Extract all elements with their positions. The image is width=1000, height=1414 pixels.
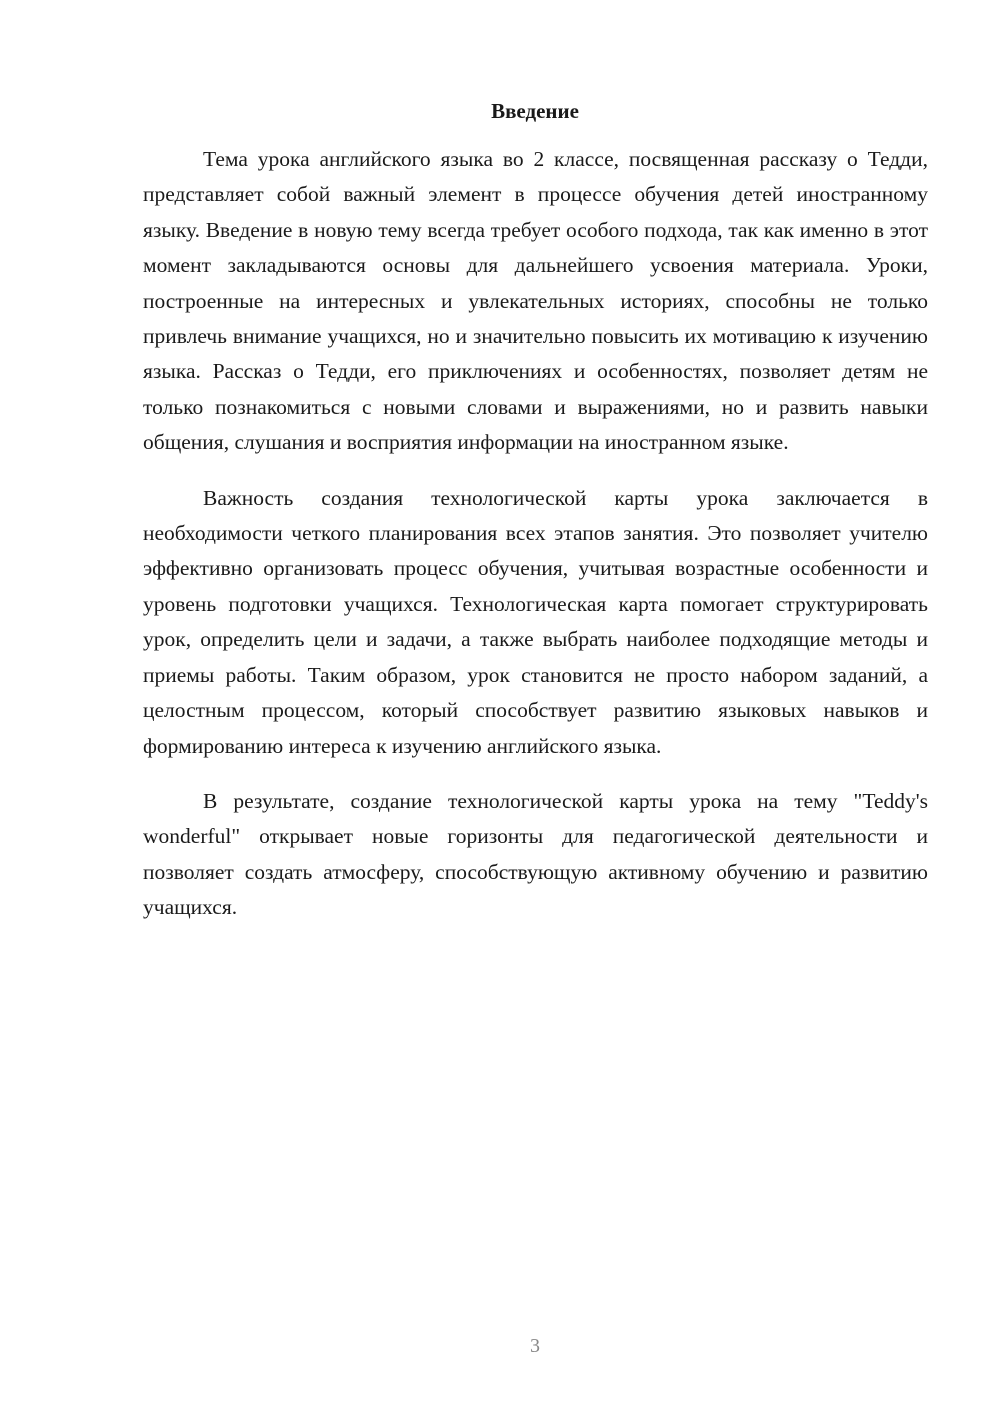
section-title: Введение [491,99,579,123]
page-number: 3 [530,1335,540,1357]
body-text [143,142,928,926]
paragraph-importance: Важность создания технологической карты урока заключается в необходимости четкого планирования всех этапов занятия. Это позволяет учителю эффективно организовать процесс обучения, учитывая возрастные особенности и уровень подготовки учащихся. Технологическая карта помогает структурировать урок, определить цели и задачи, а также выбрать наиболее подходящие методы и приемы работы. Таким образом, урок становится не просто набором заданий, а целостным процессом, который способствует развитию языковых навыков и формированию интереса к изучению английского языка. [143,485,928,758]
paragraph-intro: Тема урока английского языка во 2 классе, посвященная рассказу о Тедди, представляет собой важный элемент в процессе обучения детей иностранному языку. Введение в новую тему всегда требует особого подхода, так как именно в этот момент закладываются основы для дальнейшего усвоения материала. Уроки, построенные на интересных и увлекательных историях, способны не только привлечь внимание учащихся, но и значительно повысить их мотивацию к изучению языка. Рассказ о Тедди, его приключениях и особенностях, позволяет детям не только познакомиться с новыми словами и выражениями, но и развить навыки общения, слушания и восприятия информации на иностранном языке. [143,147,928,455]
paragraph-result: В результате, создание технологической карты урока на тему "Teddy's wonderful" открывает новые горизонты для педагогической деятельности и позволяет создать атмосферу, способствующую активному обучению и развитию учащихся. [143,788,928,920]
